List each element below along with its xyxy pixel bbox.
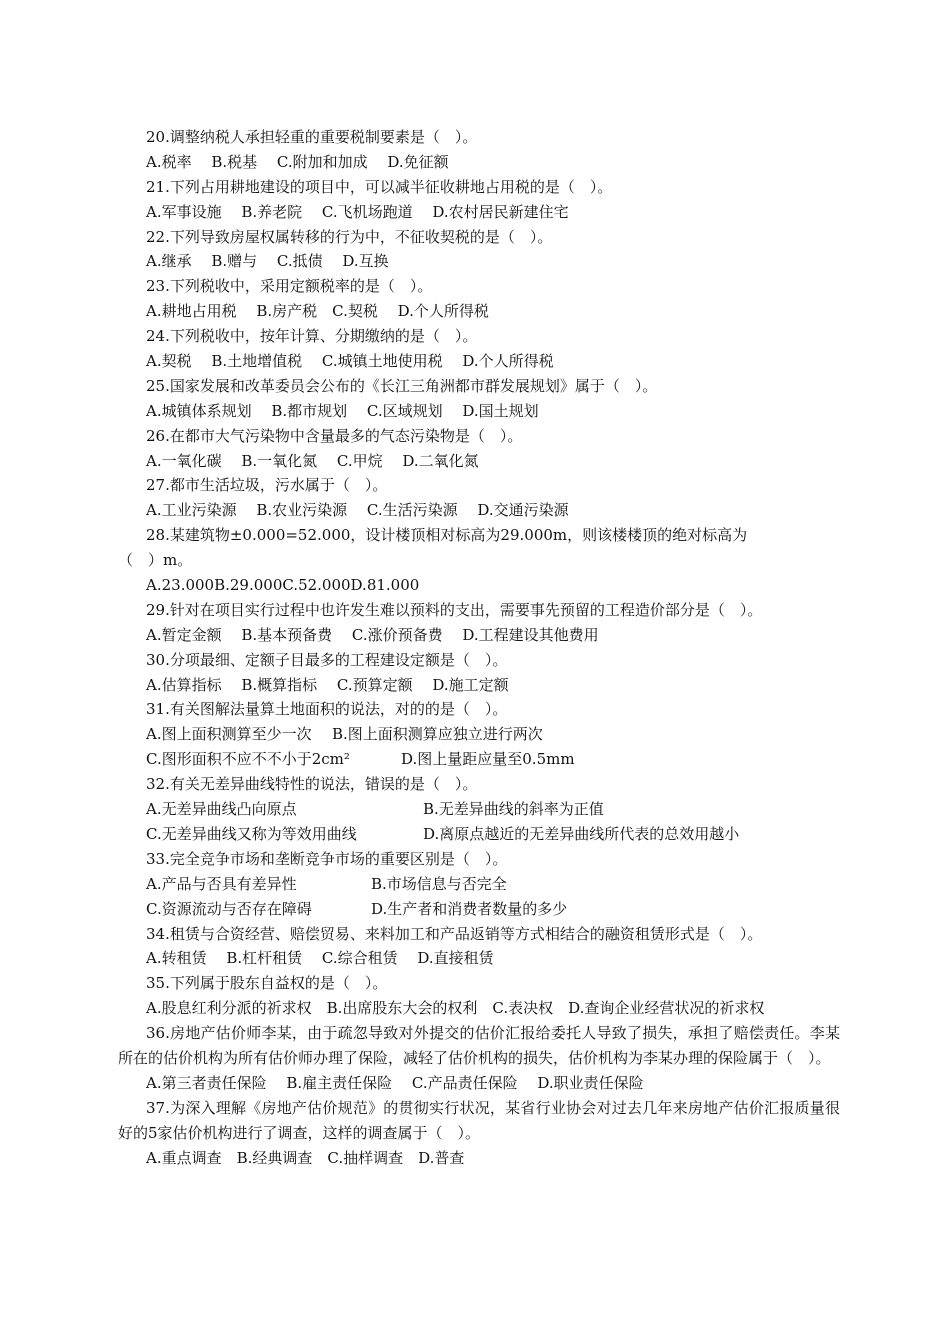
question-stem-27: 27.都市生活垃圾，污水属于（ ）。	[146, 476, 388, 495]
option-c: C.资源流动与否存在障碍	[146, 899, 312, 918]
question-stem-23: 23.下列税收中，采用定额税率的是（ ）。	[146, 277, 433, 296]
question-options-35: A.股息红利分派的祈求权 B.出席股东大会的权利 C.表决权 D.查询企业经营状况的祈求权	[146, 999, 765, 1018]
question-stem-20: 20.调整纳税人承担轻重的重要税制要素是（ ）。	[146, 128, 478, 146]
question-options-30: A.估算指标 B.概算指标 C.预算定额 D.施工定额	[146, 675, 509, 694]
question-stem-33: 33.完全竞争市场和垄断竞争市场的重要区别是（ ）。	[146, 849, 508, 868]
question-stem-29: 29.针对在项目实行过程中也许发生难以预料的支出，需要事先预留的工程造价部分是（ ）。	[146, 600, 763, 619]
question-options-24: A.契税 B.土地增值税 C.城镇土地使用税 D.个人所得税	[146, 352, 554, 371]
question-options-33-row1	[118, 872, 840, 897]
question-list	[118, 125, 840, 1170]
question-options-37: A.重点调查 B.经典调查 C.抽样调查 D.普查	[146, 1148, 465, 1167]
question-stem-26: 26.在都市大气污染物中含量最多的气态污染物是（ ）。	[146, 426, 523, 445]
question-options-22: A.继承 B.赠与 C.抵债 D.互换	[146, 252, 389, 271]
question-options-20: A.税率 B.税基 C.附加和加成 D.免征额	[146, 152, 449, 171]
question-stem-25: 25.国家发展和改革委员会公布的《长江三角洲都市群发展规划》属于（ ）。	[146, 376, 658, 395]
question-options-32-row2	[118, 822, 840, 847]
option-b: B.无差异曲线的斜率为正值	[423, 800, 604, 819]
question-stem-24: 24.下列税收中，按年计算、分期缴纳的是（ ）。	[146, 327, 478, 346]
question-options-33-row2	[118, 897, 840, 922]
question-options-23: A.耕地占用税 B.房产税 C.契税 D.个人所得税	[146, 302, 489, 321]
question-stem-31: 31.有关图解法量算土地面积的说法，对的的是（ ）。	[146, 700, 508, 719]
question-stem-36: 36.房地产估价师李某，由于疏忽导致对外提交的估价汇报给委托人导致了损失，承担了赔偿责任。李某所在的估价机构为所有估价师办理了保险，减轻了估价机构的损失，估价机构为李某办理的保险属于（ ）。	[118, 1024, 840, 1067]
question-options-26: A.一氧化碳 B.一氧化氮 C.甲烷 D.二氧化氮	[146, 451, 479, 470]
question-options-34: A.转租赁 B.杠杆租赁 C.综合租赁 D.直接租赁	[146, 949, 494, 968]
question-options-28: A.23.000B.29.000C.52.000D.81.000	[146, 576, 420, 595]
question-options-31-row1	[118, 722, 840, 747]
option-c: C.无差异曲线又称为等效用曲线	[146, 824, 357, 843]
question-stem-34: 34.租赁与合资经营、赔偿贸易、来料加工和产品返销等方式相结合的融资租赁形式是（ ）。	[146, 924, 763, 943]
question-stem-21: 21.下列占用耕地建设的项目中，可以减半征收耕地占用税的是（ ）。	[146, 177, 613, 196]
option-d: D.图上量距应量至0.5mm	[401, 750, 575, 769]
question-stem-28: 28.某建筑物±0.000=52.000，设计楼顶相对标高为29.000m，则该楼楼顶的绝对标高为	[146, 526, 748, 545]
option-d: D.生产者和消费者数量的多少	[371, 899, 568, 918]
question-options-27: A.工业污染源 B.农业污染源 C.生活污染源 D.交通污染源	[146, 501, 569, 520]
option-b: B.图上面积测算应独立进行两次	[332, 725, 543, 744]
question-stem-30: 30.分项最细、定额子目最多的工程建设定额是（ ）。	[146, 650, 508, 669]
question-options-36: A.第三者责任保险 B.雇主责任保险 C.产品责任保险 D.职业责任保险	[146, 1073, 644, 1092]
option-a: A.产品与否具有差异性	[146, 874, 297, 893]
option-b: B.市场信息与否完全	[371, 874, 507, 893]
question-options-31-row2	[118, 747, 840, 772]
question-stem-32: 32.有关无差异曲线特性的说法，错误的是（ ）。	[146, 775, 478, 794]
option-d: D.离原点越近的无差异曲线所代表的总效用越小	[423, 824, 740, 843]
question-stem-37: 37.为深入理解《房地产估价规范》的贯彻实行状况，某省行业协会对过去几年来房地产估价汇报质量很好的5家估价机构进行了调查，这样的调查属于（ ）。	[118, 1098, 840, 1142]
question-stem-28-cont: （ ）m。	[118, 551, 193, 570]
question-stem-35: 35.下列属于股东自益权的是（ ）。	[146, 974, 388, 993]
question-options-21: A.军事设施 B.养老院 C.飞机场跑道 D.农村居民新建住宅	[146, 202, 569, 221]
question-options-32-row1	[118, 797, 840, 822]
question-options-29: A.暂定金额 B.基本预备费 C.涨价预备费 D.工程建设其他费用	[146, 625, 599, 644]
question-stem-22: 22.下列导致房屋权属转移的行为中，不征收契税的是（ ）。	[146, 227, 553, 246]
option-c: C.图形面积不应不不小于2cm²	[146, 750, 350, 769]
question-options-25: A.城镇体系规划 B.都市规划 C.区域规划 D.国土规划	[146, 401, 539, 420]
option-a: A.图上面积测算至少一次	[146, 725, 312, 744]
option-a: A.无差异曲线凸向原点	[146, 800, 297, 819]
